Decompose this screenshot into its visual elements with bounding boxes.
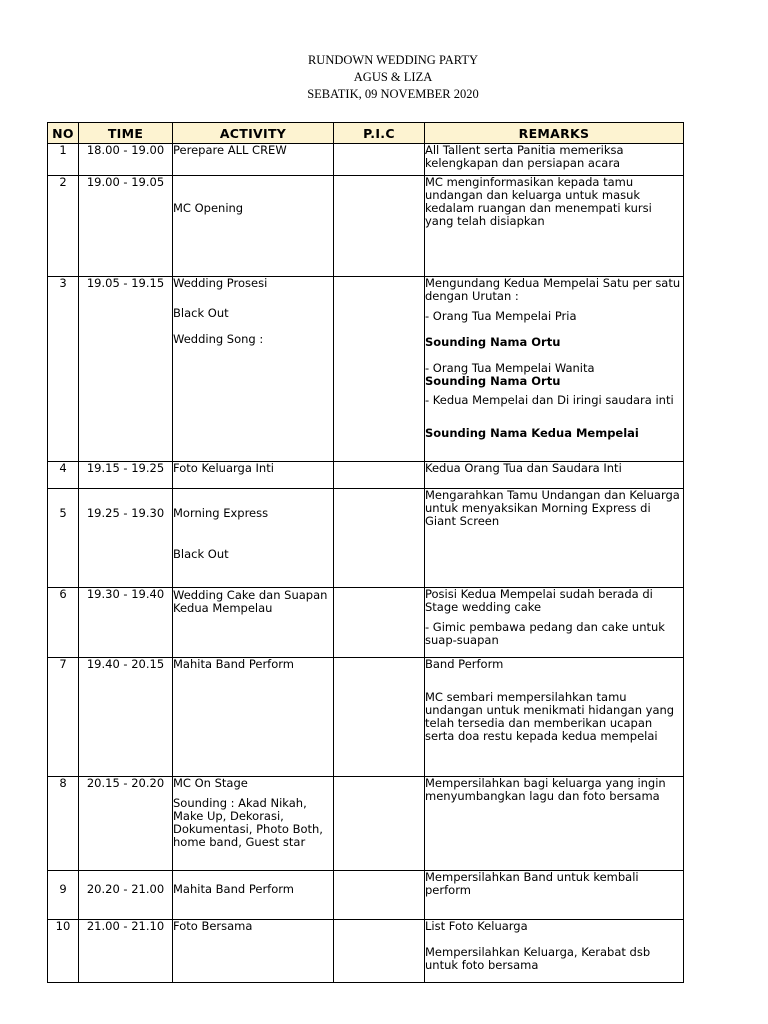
cell-remarks	[425, 277, 684, 462]
activity-text: Foto Bersama	[173, 919, 253, 933]
cell-pic	[334, 871, 425, 920]
cell-activity	[173, 658, 334, 777]
table-row	[48, 658, 684, 777]
cell-remarks	[425, 588, 684, 658]
cell-activity	[173, 871, 334, 920]
remark-text: Mengundang Kedua Mempelai Satu per satu dengan Urutan :	[425, 276, 681, 303]
column-header-no: NO	[48, 123, 79, 144]
document-title	[0, 52, 768, 103]
remark-text: Band Perform	[425, 657, 504, 671]
activity-text: Sounding : Akad Nikah, Make Up, Dekorasi, Dokumentasi, Photo Both, home band, Guest star	[173, 796, 323, 849]
column-header-remarks: REMARKS	[425, 123, 684, 144]
cell-no: 6	[48, 588, 79, 658]
column-header-pic: P.I.C	[334, 123, 425, 144]
remark-text: - Orang Tua Mempelai Pria	[425, 309, 577, 323]
table-row	[48, 489, 684, 588]
activity-text: Mahita Band Perform	[173, 882, 294, 896]
activity-text: MC Opening	[173, 201, 244, 215]
cell-pic	[334, 277, 425, 462]
activity-text: Wedding Song :	[173, 332, 264, 346]
remark-text: - Orang Tua Mempelai Wanita	[425, 361, 595, 375]
cell-activity	[173, 489, 334, 588]
cell-time: 19.40 - 20.15	[79, 658, 173, 777]
title-line-event: RUNDOWN WEDDING PARTY	[307, 53, 479, 67]
cell-no: 8	[48, 777, 79, 871]
cell-activity	[173, 462, 334, 489]
table-row	[48, 588, 684, 658]
activity-text: Wedding Prosesi	[173, 276, 268, 290]
remark-text: Posisi Kedua Mempelai sudah berada di Stage wedding cake	[425, 587, 653, 614]
cell-remarks	[425, 658, 684, 777]
title-line-couple: AGUS & LIZA	[353, 70, 433, 84]
cell-pic	[334, 588, 425, 658]
cell-pic	[334, 920, 425, 983]
cell-no: 7	[48, 658, 79, 777]
cell-activity	[173, 277, 334, 462]
activity-text: Perepare ALL CREW	[173, 143, 287, 157]
remark-text: Mempersilahkan Keluarga, Kerabat dsb untuk foto bersama	[425, 945, 651, 972]
remark-text: - Kedua Mempelai dan Di iringi saudara inti	[425, 393, 674, 407]
cell-no: 9	[48, 871, 79, 920]
remark-text: Mempersilahkan bagi keluarga yang ingin menyumbangkan lagu dan foto bersama	[425, 776, 666, 803]
cell-remarks	[425, 920, 684, 983]
table-header-row	[48, 123, 684, 144]
cell-time: 21.00 - 21.10	[79, 920, 173, 983]
cell-remarks	[425, 462, 684, 489]
cell-no: 2	[48, 176, 79, 277]
cell-activity	[173, 176, 334, 277]
cell-time: 19.30 - 19.40	[79, 588, 173, 658]
column-header-time: TIME	[79, 123, 173, 144]
activity-text: Foto Keluarga Inti	[173, 461, 274, 475]
remark-text: Sounding Nama Ortu	[425, 335, 561, 349]
remark-text: Sounding Nama Ortu	[425, 374, 561, 388]
table-row	[48, 920, 684, 983]
cell-pic	[334, 489, 425, 588]
cell-time: 19.15 - 19.25	[79, 462, 173, 489]
cell-activity	[173, 144, 334, 176]
column-header-activity: ACTIVITY	[173, 123, 334, 144]
cell-activity	[173, 777, 334, 871]
cell-time: 20.20 - 21.00	[79, 871, 173, 920]
title-line-date: SEBATIK, 09 NOVEMBER 2020	[307, 87, 479, 101]
cell-pic	[334, 777, 425, 871]
table-row	[48, 176, 684, 277]
remark-text: Sounding Nama Kedua Mempelai	[425, 426, 639, 440]
cell-remarks	[425, 489, 684, 588]
cell-pic	[334, 462, 425, 489]
cell-time: 19.05 - 19.15	[79, 277, 173, 462]
activity-text: Wedding Cake dan Suapan Kedua Mempelau	[173, 588, 328, 615]
table-row	[48, 144, 684, 176]
cell-time: 20.15 - 20.20	[79, 777, 173, 871]
cell-no: 1	[48, 144, 79, 176]
remark-text: MC menginformasikan kepada tamu undangan dan keluarga untuk masuk kedalam ruangan dan menempati kursi yang telah disiapkan	[425, 175, 652, 228]
cell-no: 10	[48, 920, 79, 983]
table-row	[48, 777, 684, 871]
activity-text: MC On Stage	[173, 776, 248, 790]
remark-text: Mempersilahkan Band untuk kembali perform	[425, 870, 639, 897]
cell-pic	[334, 144, 425, 176]
remark-text: Mengarahkan Tamu Undangan dan Keluarga untuk menyaksikan Morning Express di Giant Screen	[425, 488, 680, 528]
cell-remarks	[425, 871, 684, 920]
cell-pic	[334, 658, 425, 777]
activity-text: Mahita Band Perform	[173, 657, 294, 671]
remark-text: - Gimic pembawa pedang dan cake untuk suap-suapan	[425, 620, 665, 647]
cell-time: 18.00 - 19.00	[79, 144, 173, 176]
cell-activity	[173, 588, 334, 658]
cell-pic	[334, 176, 425, 277]
cell-time: 19.25 - 19.30	[79, 489, 173, 588]
table-row	[48, 871, 684, 920]
cell-remarks	[425, 777, 684, 871]
cell-activity	[173, 920, 334, 983]
activity-text: Morning Express	[173, 506, 269, 520]
cell-no: 5	[48, 489, 79, 588]
cell-no: 4	[48, 462, 79, 489]
cell-no: 3	[48, 277, 79, 462]
table-row	[48, 277, 684, 462]
rundown-table	[47, 122, 684, 983]
activity-text: Black Out	[173, 306, 229, 320]
remark-text: MC sembari mempersilahkan tamu undangan untuk menikmati hidangan yang telah tersedia dan memberikan ucapan serta doa restu kepada kedua mempelai	[425, 690, 675, 743]
remark-text: List Foto Keluarga	[425, 919, 528, 933]
cell-remarks	[425, 176, 684, 277]
activity-text: Black Out	[173, 547, 229, 561]
remark-text: Kedua Orang Tua dan Saudara Inti	[425, 461, 622, 475]
cell-remarks	[425, 144, 684, 176]
remark-text: All Tallent serta Panitia memeriksa kelengkapan dan persiapan acara	[425, 143, 624, 170]
cell-time: 19.00 - 19.05	[79, 176, 173, 277]
table-row	[48, 462, 684, 489]
